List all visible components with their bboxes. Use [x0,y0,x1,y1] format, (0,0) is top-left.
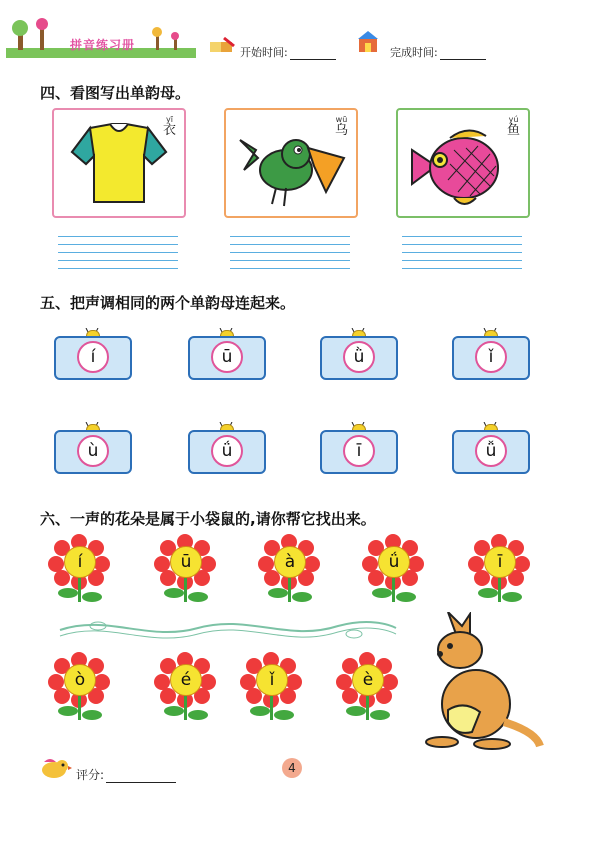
kangaroo-icon [404,612,544,752]
book-title: 拼音练习册 [70,38,136,52]
school-icon [356,30,380,58]
start-time [240,44,336,60]
vowel: ǚ [475,435,507,467]
score [76,766,176,783]
shirt-label [163,114,176,136]
fish-pinyin: yú [508,115,519,124]
tv-row2-4[interactable] [452,422,530,472]
vowel: í [64,546,96,578]
score-label: 评分: [76,768,105,782]
vowel: ǘ [378,546,410,578]
picture-fish [396,108,530,218]
start-time-label: 开始时间: [240,46,288,59]
tv-row1-1[interactable] [54,328,132,378]
writing-grid-shirt[interactable] [58,236,178,269]
vowel: í [77,341,109,373]
start-time-blank [290,47,336,60]
flower-row1-5[interactable] [466,534,534,612]
fish-hanzi: 鱼 [506,123,520,138]
section6-title: 六、一声的花朵是属于小袋鼠的,请你帮它找出来。 [40,510,376,528]
vowel: ò [64,664,96,696]
finish-time-label: 完成时间: [390,46,438,59]
tv-row1-4[interactable] [452,328,530,378]
vowel: ū [211,341,243,373]
writing-grid-fish[interactable] [402,236,522,269]
vowel: ū [170,546,202,578]
finish-time [390,44,486,60]
fish-label [507,114,520,136]
tv-row2-3[interactable] [320,422,398,472]
finish-time-blank [440,47,486,60]
vowel: ī [484,546,516,578]
picture-shirt [52,108,186,218]
vowel: ǘ [211,435,243,467]
page-number: 4 [282,758,302,778]
picture-crow [224,108,358,218]
writing-grid-crow[interactable] [230,236,350,269]
flower-row2-1[interactable] [46,652,114,730]
flower-row1-4[interactable] [360,534,428,612]
tv-row2-2[interactable] [188,422,266,472]
bird-icon [38,756,72,784]
flower-row2-4[interactable] [334,652,402,730]
flower-row1-1[interactable] [46,534,114,612]
score-blank [106,770,176,783]
pencil-book-icon [208,36,236,58]
vowel: é [170,664,202,696]
flower-row1-3[interactable] [256,534,324,612]
vowel: ù [77,435,109,467]
crow-pinyin: wū [335,115,348,124]
vowel: ǐ [256,664,288,696]
section5-title: 五、把声调相同的两个单韵母连起来。 [40,294,296,312]
wavy-path-icon [58,612,398,644]
section4-title: 四、看图写出单韵母。 [40,84,191,102]
shirt-hanzi: 衣 [162,123,176,138]
flower-row1-2[interactable] [152,534,220,612]
tv-row1-2[interactable] [188,328,266,378]
tv-row2-1[interactable] [54,422,132,472]
flower-row2-2[interactable] [152,652,220,730]
tv-row1-3[interactable] [320,328,398,378]
vowel: è [352,664,384,696]
vowel: à [274,546,306,578]
crow-hanzi: 乌 [334,123,348,138]
flower-row2-3[interactable] [238,652,306,730]
vowel: ǜ [343,341,375,373]
vowel: ǐ [475,341,507,373]
vowel: ī [343,435,375,467]
crow-label [335,114,348,136]
shirt-pinyin: yī [166,115,173,124]
